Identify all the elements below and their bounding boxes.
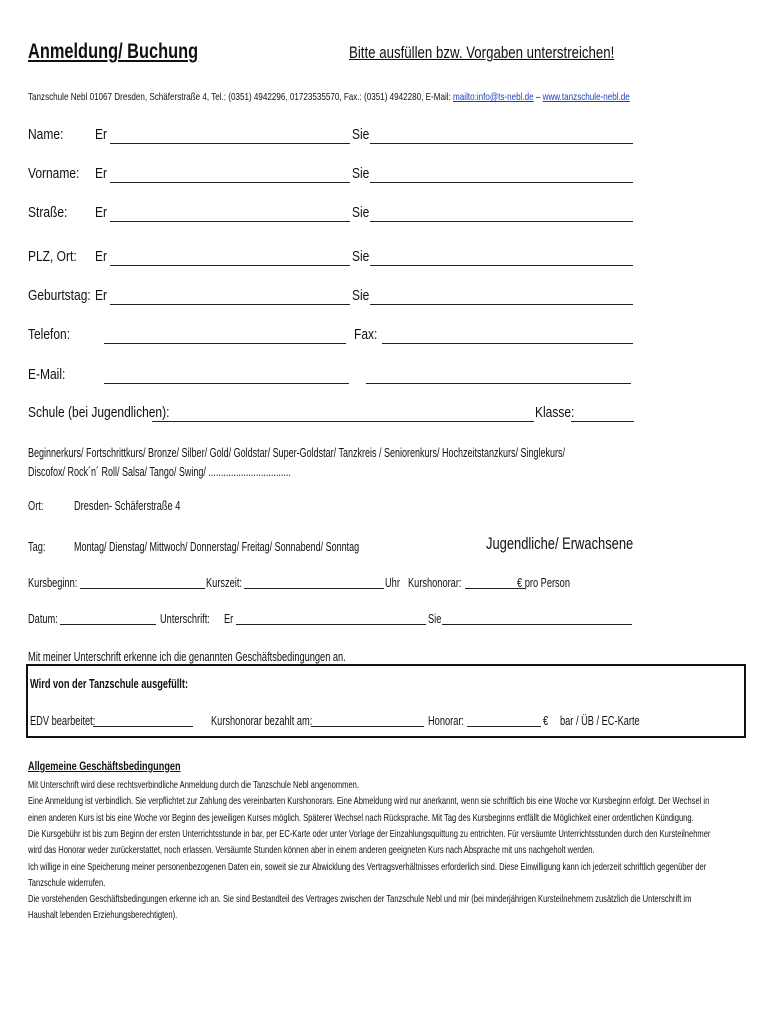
plz-er-field[interactable] (110, 265, 350, 266)
kursbeginn-label: Kursbeginn: (28, 576, 78, 590)
telefon-label: Telefon: (28, 326, 71, 343)
email-field-sie[interactable] (366, 383, 631, 384)
vorname-er-field[interactable] (110, 182, 350, 183)
datum-label: Datum: (28, 612, 58, 626)
schule-field[interactable] (152, 421, 534, 422)
terms-line: Mit Unterschrift wird diese rechtsverbindliche Anmeldung durch die Tanzschule Nebl angenommen. (28, 779, 359, 791)
terms-line: Eine Anmeldung ist verbindlich. Sie verpflichtet zur Zahlung des vereinbarten Kurshonorars. Eine Abmeldung wird nur anerkannt, wenn sie schriftlich bis eine Woche vor Kursbeginn erfolgt. Der Wechsel in (28, 795, 710, 808)
honorar-label: Honorar: (428, 714, 464, 728)
terms-line: Tanzschule widerrufen. (28, 876, 106, 889)
euro-label: € (543, 714, 549, 728)
klasse-field[interactable] (571, 421, 634, 422)
ort-label: Ort: (28, 499, 44, 513)
strasse-sie-field[interactable] (370, 221, 633, 222)
terms-line: Die Kursgebühr ist bis zum Beginn der ersten Unterrichtsstunde in bar, per EC-Karte oder unter Vorlage der Einzahlungsquittung zu entrichten. Für versäumte Unterrichtsstunden durch den Kursteilnehmer (28, 827, 711, 840)
er-label: Er (95, 248, 107, 265)
er-label: Er (95, 287, 107, 304)
terms-line: einen anderen Kurs ist bis eine Woche vor Beginn des jeweiligen Kurses möglich. Späterer Wechsel nach Rücksprache. Mit Tag des Kursbeginns entfällt die Möglichkeit einer ordentlichen Kündigung. (28, 811, 694, 824)
bezahlt-label: Kurshonorar bezahlt am: (211, 714, 313, 728)
separator: – (535, 91, 541, 103)
kurshonorar-label: Kurshonorar: (408, 576, 462, 590)
sie-label: Sie (352, 126, 370, 143)
name-label: Name: (28, 126, 64, 143)
bezahlt-field[interactable] (311, 726, 424, 727)
tag-label: Tag: (28, 540, 46, 554)
strasse-er-field[interactable] (110, 221, 350, 222)
kursbeginn-field[interactable] (80, 588, 205, 589)
sie-label: Sie (428, 612, 442, 626)
fax-field[interactable] (382, 343, 633, 344)
contact-line (28, 87, 770, 105)
sie-label: Sie (352, 287, 370, 304)
plz-label: PLZ, Ort: (28, 248, 77, 265)
payment-methods: bar / ÜB / EC-Karte (560, 714, 640, 728)
tag-options: Montag/ Dienstag/ Mittwoch/ Donnerstag/ Freitag/ Sonnabend/ Sonntag (74, 540, 360, 554)
kurszeit-field[interactable] (244, 588, 384, 589)
terms-line: Haushalt lebenden Erziehungsberechtigten). (28, 909, 178, 922)
sie-label: Sie (352, 248, 370, 265)
page-title: Anmeldung/ Buchung (28, 40, 199, 63)
sie-label: Sie (352, 204, 370, 221)
fax-label: Fax: (354, 326, 378, 343)
email-field[interactable] (104, 383, 349, 384)
email-link[interactable]: mailto:info@ts-nebl.de (453, 91, 534, 103)
uhr-label: Uhr (385, 576, 400, 590)
pro-person-label: € pro Person (517, 576, 570, 590)
datum-field[interactable] (60, 624, 156, 625)
instruction-text: Bitte ausfüllen bzw. Vorgaben unterstreichen! (349, 43, 615, 62)
ort-value: Dresden- Schäferstraße 4 (74, 499, 181, 513)
geburtstag-label: Geburtstag: (28, 287, 91, 304)
course-options-line2: Discofox/ Rock´n´ Roll/ Salsa/ Tango/ Swing/ ................................. (28, 465, 291, 479)
vorname-label: Vorname: (28, 165, 80, 182)
name-er-field[interactable] (110, 143, 350, 144)
terms-heading: Allgemeine Geschäftsbedingungen (28, 759, 181, 773)
er-label: Er (95, 126, 107, 143)
er-label: Er (224, 612, 234, 626)
schule-label: Schule (bei Jugendlichen): (28, 404, 170, 421)
edv-label: EDV bearbeitet: (30, 714, 96, 728)
geburtstag-sie-field[interactable] (370, 304, 633, 305)
telefon-field[interactable] (104, 343, 346, 344)
sie-label: Sie (352, 165, 370, 182)
er-label: Er (95, 204, 107, 221)
strasse-label: Straße: (28, 204, 68, 221)
edv-field[interactable] (93, 726, 193, 727)
contact-text: Tanzschule Nebl 01067 Dresden, Schäferstraße 4, Tel.: (0351) 4942296, 01723535570, Fax.: (0351) 4942280, E-Mail: (28, 91, 451, 103)
group-options: Jugendliche/ Erwachsene (486, 534, 634, 553)
vorname-sie-field[interactable] (370, 182, 633, 183)
unterschrift-label: Unterschrift: (160, 612, 210, 626)
terms-line: wird das Honorar weder zurückerstattet, noch erlassen. Versäumte Stunden können aber in einem anderen geeigneten Kurs nach Absprache mit uns nachgeholt werden. (28, 844, 595, 857)
course-options-line1: Beginnerkurs/ Fortschrittkurs/ Bronze/ Silber/ Gold/ Goldstar/ Super-Goldstar/ Tanzkreis / Seniorenkurs/ Hochzeitstanzkurs/ Singlekurs/ (28, 446, 566, 460)
signature-er-field[interactable] (236, 624, 426, 625)
honorar-field[interactable] (467, 726, 541, 727)
er-label: Er (95, 165, 107, 182)
signature-sie-field[interactable] (442, 624, 632, 625)
kurshonorar-field[interactable] (465, 588, 525, 589)
geburtstag-er-field[interactable] (110, 304, 350, 305)
name-sie-field[interactable] (370, 143, 633, 144)
email-label: E-Mail: (28, 366, 66, 383)
website-link[interactable]: www.tanzschule-nebl.de (542, 91, 630, 103)
agreement-text: Mit meiner Unterschrift erkenne ich die genannten Geschäftsbedingungen an. (28, 650, 346, 664)
office-use-heading: Wird von der Tanzschule ausgefüllt: (30, 677, 189, 691)
terms-line: Die vorstehenden Geschäftsbedingungen erkenne ich an. Sie sind Bestandteil des Vertrages zwischen der Tanzschule Nebl und mir (bei minderjährigen Kursteilnehmern zusätzlich die Unterschrift im (28, 893, 692, 906)
klasse-label: Klasse: (535, 404, 575, 421)
kurszeit-label: Kurszeit: (206, 576, 242, 590)
terms-line: Ich willige in eine Speicherung meiner personenbezogenen Daten ein, soweit sie zur Abwicklung des Vertragsverhältnisses erforderlich sind. Diese Einwilligung kann ich jederzeit schriftlich gegenüber der (28, 860, 707, 873)
plz-sie-field[interactable] (370, 265, 633, 266)
